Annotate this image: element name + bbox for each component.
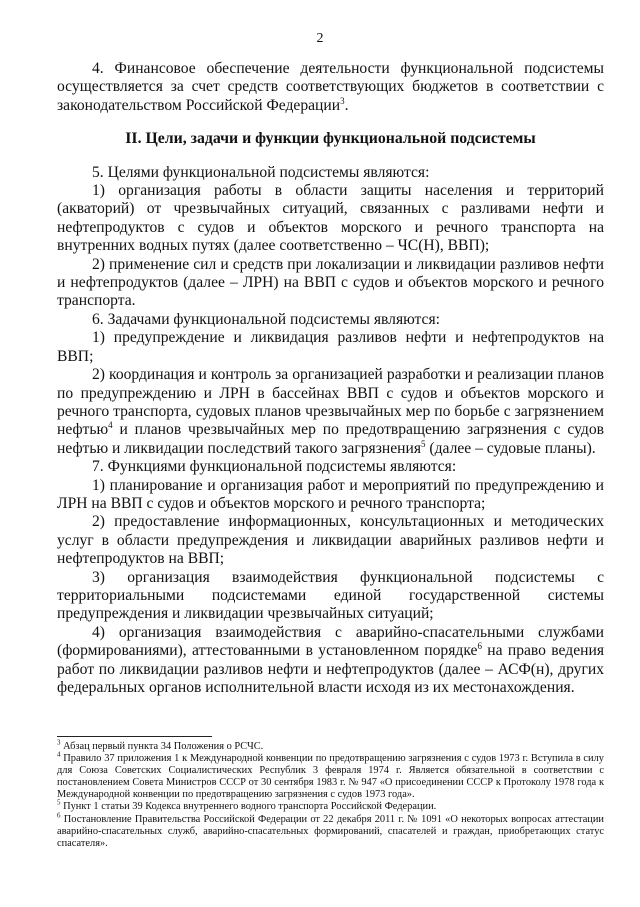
paragraph-5-item-1: 1) организация работы в области защиты населения и территорий (акваторий) от чрезвычайных ситуаций, связанных с разливами нефти и нефтепродуктов с судов и объектов морского и речного транспорта на внутренних водных путях (далее соответственно – ЧС(Н), ВВП);	[57, 182, 604, 255]
paragraph-7-item-4-part-b: на право ведения работ по ликвидации разливов нефти и нефтепродуктов (далее – АСФ(н), других федеральных органов исполнительной власти исходя из их местонахождения.	[57, 642, 604, 696]
paragraph-6: 6. Задачами функциональной подсистемы являются:	[92, 310, 440, 328]
footnote	[57, 738, 604, 753]
paragraph-6-item-1: 1) предупреждение и ликвидация разливов нефти и нефтепродуктов на ВВП;	[57, 329, 604, 365]
paragraph-4-end: .	[344, 96, 349, 114]
paragraph-6-item-2	[57, 366, 604, 458]
footnote-text: Абзац первый пункта 34 Положения о РСЧС.	[60, 741, 264, 752]
footnote-ref-5: 5	[421, 438, 426, 449]
footnote-text: Постановление Правительства Российской Федерации от 22 декабря 2011 г. № 1091 «О некоторых вопросах аттестации аварийно-спасательных служб, аварийно-спасательных формирований, спасателей и граждан, приобретающих статус спасателя».	[57, 813, 604, 849]
paragraph-7-item-4-part-a: 4) организация взаимодействия с аварийно-спасательными службами (формированиями), аттестованными в установленном порядке	[57, 623, 604, 660]
paragraph-6-item-2-part-a: 2) координация и контроль за организацией разработки и реализации планов по предупреждению и ЛРН в бассейнах ВВП с судов и объектов морского и речного транспорта, судовых планов чрезвычайных мер по борьбе с загрязнением нефтью	[57, 366, 604, 439]
footnote-text: Правило 37 приложения 1 к Международной конвенции по предотвращению загрязнения с судов 1973 г. Вступила в силу для Союза Советских Социалистических Республик 3 февраля 1974 г. Является обязательной в соответствии с постановлением Совета Министров СССР от 30 сентября 1983 г. № 947 «О присоединении СССР к Протоколу 1978 года к Международной конвенции по предотвращению загрязнения с судов 1973 года».	[57, 753, 604, 801]
paragraph-7-item-4	[57, 624, 604, 698]
footnote	[57, 750, 604, 801]
paragraph-7: 7. Функциями функциональной подсистемы являются:	[92, 458, 457, 476]
footnote	[57, 801, 604, 813]
footnotes	[57, 738, 604, 850]
footnote-number: 6	[57, 811, 61, 820]
footnote-ref-6: 6	[477, 641, 482, 651]
paragraph-5-item-2: 2) применение сил и средств при локализации и ликвидации разливов нефти и нефтепродуктов (далее – ЛРН) на ВВП с судов и объектов морского и речного транспорта.	[57, 255, 604, 310]
paragraph-4	[57, 60, 604, 115]
paragraph-5: 5. Целями функциональной подсистемы являются:	[92, 163, 430, 181]
page-number: 2	[316, 31, 324, 46]
footnote-number: 3	[57, 738, 61, 747]
paragraph-6-item-2-part-b: и планов чрезвычайных мер по предотвращению загрязнения с судов нефтью и ликвидации последствий такого загрязнения	[57, 421, 604, 457]
footnote-text: Пункт 1 статьи 39 Кодекса внутреннего водного транспорта Российской Федерации.	[60, 801, 437, 813]
footnote	[57, 811, 604, 850]
footnote-number: 5	[57, 799, 61, 807]
paragraph-6-item-2-part-c: (далее – судовые планы).	[425, 439, 596, 457]
paragraph-7-item-3: 3) организация взаимодействия функциональной подсистемы с территориальными подсистемами единой государственной системы предупреждения и ликвидации чрезвычайных ситуаций;	[57, 568, 604, 623]
footnote-ref-4: 4	[108, 420, 113, 431]
paragraph-4-text: 4. Финансовое обеспечение деятельности функциональной подсистемы осуществляется за счет средств соответствующих бюджетов в соответствии с законодательством Российской Федерации	[57, 60, 604, 114]
footnote-separator	[57, 736, 212, 737]
paragraph-7-item-2: 2) предоставление информационных, консультационных и методических услуг в области предупреждения и ликвидации аварийных разливов нефти и нефтепродуктов на ВВП;	[57, 513, 604, 568]
footnote-number: 4	[57, 750, 61, 759]
footnote-ref-3: 3	[340, 95, 345, 106]
document-body	[57, 60, 604, 697]
section-heading: II. Цели, задачи и функции функциональной подсистемы	[125, 130, 536, 148]
paragraph-7-item-1: 1) планирование и организация работ и мероприятий по предупреждению и ЛРН на ВВП с судов и объектов морского и речного транспорта;	[57, 476, 604, 512]
